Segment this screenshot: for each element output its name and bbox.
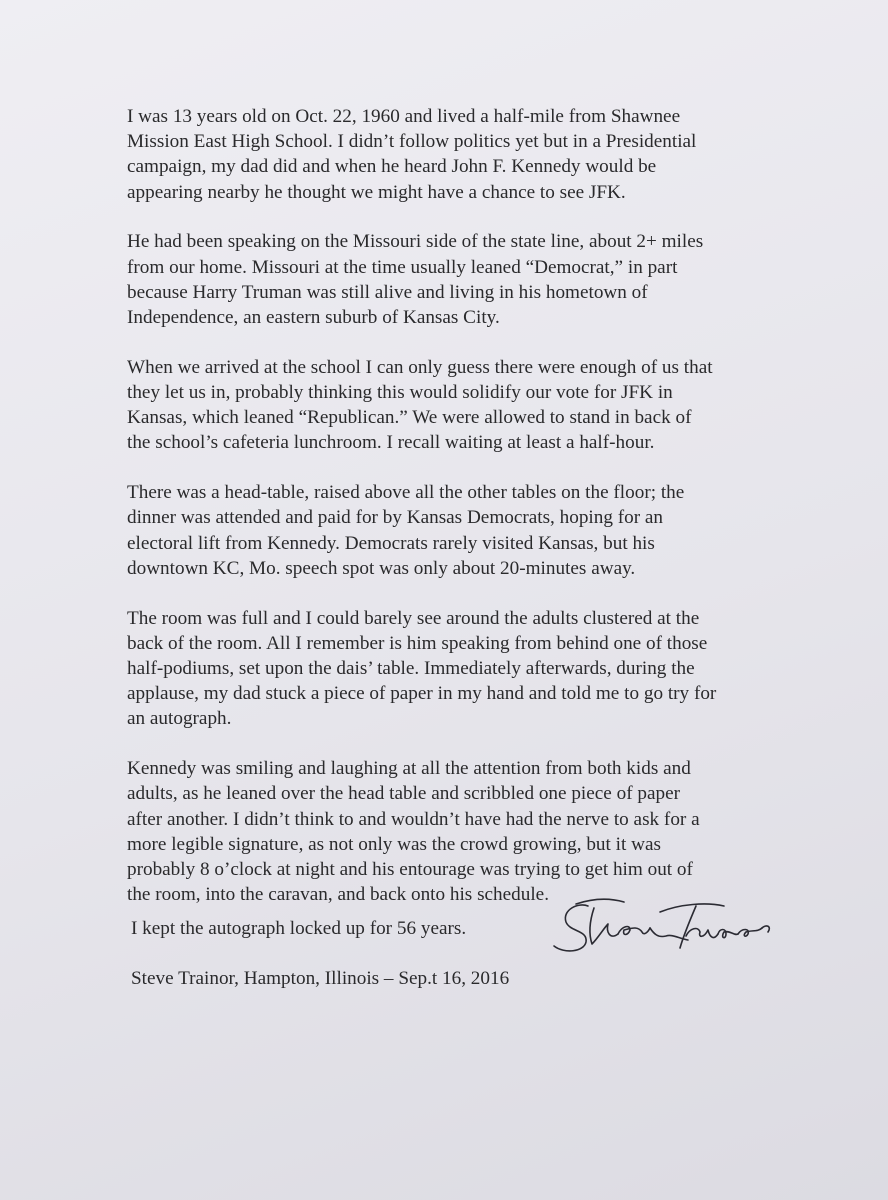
handwritten-signature [548,888,778,958]
text-line: after another. I didn’t think to and wouldn’t have had the nerve to ask for a [127,808,700,830]
text-line: appearing nearby he thought we might have a chance to see JFK. [127,181,626,203]
text-line: more legible signature, as not only was the crowd growing, but it was [127,833,661,855]
text-line: back of the room. All I remember is him speaking from behind one of those [127,632,708,654]
text-line: Mission East High School. I didn’t follow politics yet but in a Presidential [127,131,697,153]
text-line: When we arrived at the school I can only guess there were enough of us that [127,356,713,378]
text-line: because Harry Truman was still alive and living in his hometown of [127,281,648,303]
text-line: campaign, my dad did and when he heard John F. Kennedy would be [127,156,657,178]
text-line: I was 13 years old on Oct. 22, 1960 and lived a half-mile from Shawnee [127,106,681,127]
text-line: Kansas, which leaned “Republican.” We were allowed to stand in back of [127,407,692,429]
text-line: the room, into the caravan, and back onto his schedule. [127,884,549,906]
text-line: adults, as he leaned over the head table and scribbled one piece of paper [127,783,680,805]
text-line: dinner was attended and paid for by Kansas Democrats, hoping for an [127,507,664,529]
paragraph [127,756,767,907]
letter-body [127,104,767,932]
text-line: electoral lift from Kennedy. Democrats rarely visited Kansas, but his [127,532,655,554]
text-line: downtown KC, Mo. speech spot was only about 20-minutes away. [127,557,636,579]
paragraph [127,355,767,456]
text-line: probably 8 o’clock at night and his entourage was trying to get him out of [127,859,693,881]
text-line: applause, my dad stuck a piece of paper in my hand and told me to go try for [127,683,717,705]
text-line: He had been speaking on the Missouri side of the state line, about 2+ miles [127,231,704,253]
text-line: Kennedy was smiling and laughing at all the attention from both kids and [127,758,691,780]
text-line: There was a head-table, raised above all the other tables on the floor; the [127,482,685,504]
text-line: an autograph. [127,708,232,730]
text-line: half-podiums, set upon the dais’ table. Immediately afterwards, during the [127,658,695,680]
closing-line: I kept the autograph locked up for 56 years. [131,918,467,939]
paragraph [127,229,767,330]
text-line: the school’s cafeteria lunchroom. I recall waiting at least a half-hour. [127,432,655,454]
byline: Steve Trainor, Hampton, Illinois – Sep.t 16, 2016 [131,968,510,989]
paragraph [127,104,767,205]
text-line: from our home. Missouri at the time usually leaned “Democrat,” in part [127,256,678,278]
text-line: The room was full and I could barely see around the adults clustered at the [127,607,700,629]
text-line: they let us in, probably thinking this would solidify our vote for JFK in [127,382,673,404]
paragraph [127,606,767,732]
paragraph [127,480,767,581]
text-line: Independence, an eastern suburb of Kansas City. [127,307,500,329]
